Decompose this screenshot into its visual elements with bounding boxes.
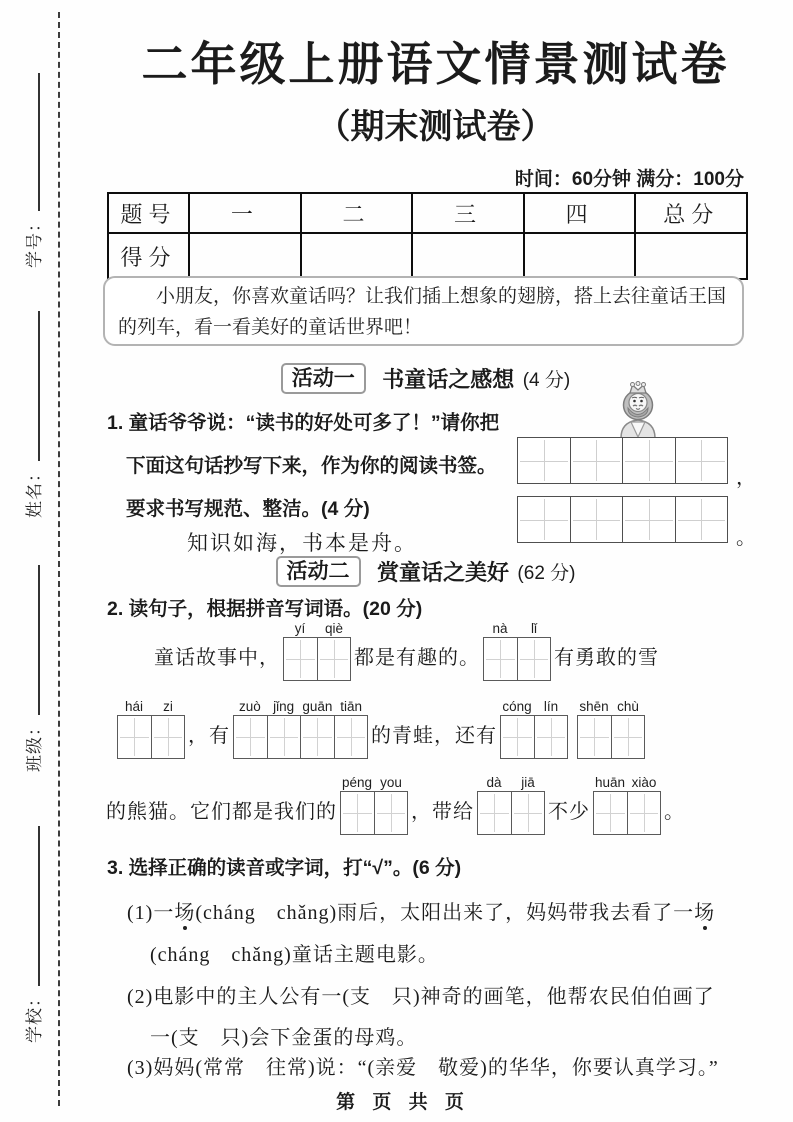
question2-row2	[117, 699, 645, 759]
write-cell[interactable]	[501, 716, 534, 758]
row2-text1: ，有	[188, 725, 230, 747]
copy-grid-cell[interactable]	[570, 497, 623, 542]
student-id-label: 学号：	[25, 214, 44, 268]
row2-period: 。	[736, 527, 756, 549]
item1-part: (1)一	[127, 902, 175, 924]
score-table-header-row	[108, 193, 747, 233]
pinyin-grid-yiqie[interactable]	[283, 621, 351, 681]
row1-text3: 有勇敢的雪	[554, 647, 659, 669]
question1-line2: 下面这句话抄写下来，作为你的阅读书签。	[126, 455, 497, 477]
student-name-label: 姓名：	[25, 464, 44, 518]
copy-grid-row-1	[517, 437, 728, 484]
write-cell[interactable]	[317, 638, 351, 680]
student-id-field	[20, 73, 45, 268]
activity1-badge: 活动一	[281, 363, 366, 394]
copy-grid-cell[interactable]	[622, 438, 675, 483]
pinyin-syllable: péng	[341, 775, 373, 790]
pinyin-syllable: chù	[617, 699, 639, 714]
question3-item2-line1: (2)电影中的主人公有一(支 只)神奇的画笔，他帮农民伯伯画了	[127, 986, 715, 1008]
class-blank-line[interactable]	[36, 565, 40, 715]
activity1-points: (4 分)	[522, 370, 571, 391]
row1-text2: 都是有趣的。	[354, 647, 480, 669]
pinyin-syllable: xiào	[631, 775, 657, 790]
pinyin-syllable: guān	[302, 699, 333, 714]
write-cell[interactable]	[594, 792, 627, 834]
pinyin-grid-huanxiao[interactable]	[593, 775, 661, 835]
row3-text3: 不少	[548, 801, 590, 823]
activity2-title: 赏童话之美好	[376, 560, 509, 585]
pinyin-syllable: dà	[486, 775, 502, 790]
copy-grid-cell[interactable]	[570, 438, 623, 483]
intro-box	[103, 276, 744, 346]
class-label: 班级：	[25, 718, 44, 772]
header-section-1: 一	[189, 193, 301, 233]
item1-part: (cháng chǎng)雨后，太阳出来了，妈妈带我去看了一	[195, 902, 695, 924]
question1-instructions	[107, 402, 521, 531]
pinyin-syllable: cóng	[502, 699, 532, 714]
pinyin-syllable: hái	[124, 699, 143, 714]
header-section-4: 四	[524, 193, 636, 233]
row3-period: 。	[664, 801, 685, 823]
pinyin-syllable: yí	[294, 621, 306, 636]
pinyin-syllable: lǐ	[531, 621, 537, 636]
write-cell[interactable]	[534, 716, 568, 758]
binding-dashed-line	[58, 12, 60, 1106]
header-section-3: 三	[412, 193, 524, 233]
write-cell[interactable]	[511, 792, 545, 834]
header-question-number: 题号	[108, 193, 189, 233]
question3-item2-line2: 一(支 只)会下金蛋的母鸡。	[150, 1027, 418, 1049]
pinyin-grid-pengyou[interactable]	[340, 775, 408, 835]
question3-prompt: 3. 选择正确的读音或字词，打“√”。(6 分)	[107, 857, 462, 879]
copy-grid-cell[interactable]	[518, 497, 570, 542]
write-cell[interactable]	[627, 792, 661, 834]
class-field	[20, 565, 45, 772]
pinyin-syllable: shēn	[579, 699, 609, 714]
student-id-blank-line[interactable]	[36, 73, 40, 211]
score-cell-1[interactable]	[189, 233, 301, 279]
grandpa-king-mascot-icon	[608, 381, 668, 438]
write-cell[interactable]	[611, 716, 645, 758]
pinyin-grid-nali[interactable]	[483, 621, 551, 681]
copy-grid-cell[interactable]	[675, 497, 728, 542]
pinyin-syllable: qiè	[324, 621, 343, 636]
score-cell-3[interactable]	[412, 233, 524, 279]
header-section-2: 二	[301, 193, 413, 233]
student-name-blank-line[interactable]	[36, 311, 40, 461]
score-cell-4[interactable]	[524, 233, 636, 279]
write-cell[interactable]	[284, 638, 317, 680]
page-title: 二年级上册语文情景测试卷	[141, 38, 730, 90]
header-total: 总分	[635, 193, 747, 233]
write-cell[interactable]	[374, 792, 408, 834]
pinyin-syllable: huān	[594, 775, 626, 790]
question2-row3	[103, 775, 688, 835]
pinyin-grid-haizi[interactable]	[117, 699, 185, 759]
row1-text1: 童话故事中，	[154, 647, 280, 669]
page-subtitle: （期末测试卷）	[316, 108, 555, 146]
pinyin-syllable: lín	[543, 699, 559, 714]
write-cell[interactable]	[234, 716, 267, 758]
pinyin-syllable: jǐng	[273, 699, 295, 714]
question3-item1-line1	[127, 896, 715, 925]
school-label: 学校：	[25, 989, 44, 1043]
activity1-title: 书童话之感想	[382, 367, 515, 392]
copy-grid-cell[interactable]	[518, 438, 570, 483]
item1-emphasized-char: 场	[694, 902, 716, 924]
pinyin-grid-conglin[interactable]	[500, 699, 568, 759]
school-blank-line[interactable]	[36, 826, 40, 986]
write-cell[interactable]	[300, 716, 334, 758]
pinyin-grid-dajia[interactable]	[477, 775, 545, 835]
pinyin-syllable: zi	[163, 699, 173, 714]
copy-grid-cell[interactable]	[675, 438, 728, 483]
score-row-label: 得分	[108, 233, 189, 279]
write-cell[interactable]	[118, 716, 151, 758]
question3-item1-line2: (cháng chǎng)童话主题电影。	[150, 944, 439, 966]
pinyin-syllable: tiān	[340, 699, 363, 714]
write-cell[interactable]	[267, 716, 301, 758]
student-name-field	[20, 311, 45, 518]
copy-grid-row-2	[517, 496, 728, 543]
pinyin-syllable: nà	[492, 621, 508, 636]
row2-text2: 的青蛙，还有	[371, 725, 497, 747]
write-cell[interactable]	[334, 716, 368, 758]
time-score-info: 时间：60分钟 满分：100分	[514, 169, 744, 190]
question1-line1: 1. 童话爷爷说：“读书的好处可多了！”请你把	[107, 412, 500, 434]
intro-text: 小朋友，你喜欢童话吗？让我们插上想象的翅膀，搭上去往童话王国的列车，看一看美好的童话世界吧！	[118, 286, 727, 338]
write-cell[interactable]	[478, 792, 511, 834]
question2-prompt: 2. 读句子，根据拼音写词语。(20 分)	[107, 598, 423, 620]
row1-comma: ，	[736, 467, 756, 489]
row3-text2: ，带给	[411, 801, 474, 823]
question1-copy-sentence: 知识如海，书本是舟。	[187, 531, 417, 555]
question2-row1	[151, 621, 662, 681]
write-cell[interactable]	[151, 716, 185, 758]
copy-grid-cell[interactable]	[622, 497, 675, 542]
activity2-header	[103, 556, 748, 587]
score-table	[107, 192, 748, 280]
pinyin-grid-zuojingguantian[interactable]	[233, 699, 368, 759]
write-cell[interactable]	[341, 792, 374, 834]
activity2-points: (62 分)	[517, 563, 576, 584]
pinyin-syllable: you	[380, 775, 402, 790]
score-cell-total[interactable]	[635, 233, 747, 279]
page-footer: 第 页 共 页	[336, 1092, 470, 1113]
pinyin-syllable: zuò	[238, 699, 261, 714]
row3-text1: 的熊猫。它们都是我们的	[106, 801, 337, 823]
write-cell[interactable]	[578, 716, 611, 758]
write-cell[interactable]	[484, 638, 517, 680]
question1-line3: 要求书写规范、整洁。(4 分)	[126, 498, 370, 520]
score-cell-2[interactable]	[301, 233, 413, 279]
question3-item3: (3)妈妈(常常 往常)说：“(亲爱 敬爱)的华华，你要认真学习。”	[127, 1057, 719, 1079]
pinyin-syllable: jiā	[521, 775, 535, 790]
item1-emphasized-char: 场	[174, 902, 196, 924]
score-table-score-row	[108, 233, 747, 279]
write-cell[interactable]	[517, 638, 551, 680]
pinyin-grid-shenchu[interactable]	[577, 699, 645, 759]
school-field	[20, 826, 45, 1043]
activity2-badge: 活动二	[276, 556, 361, 587]
exam-content	[103, 0, 756, 1122]
